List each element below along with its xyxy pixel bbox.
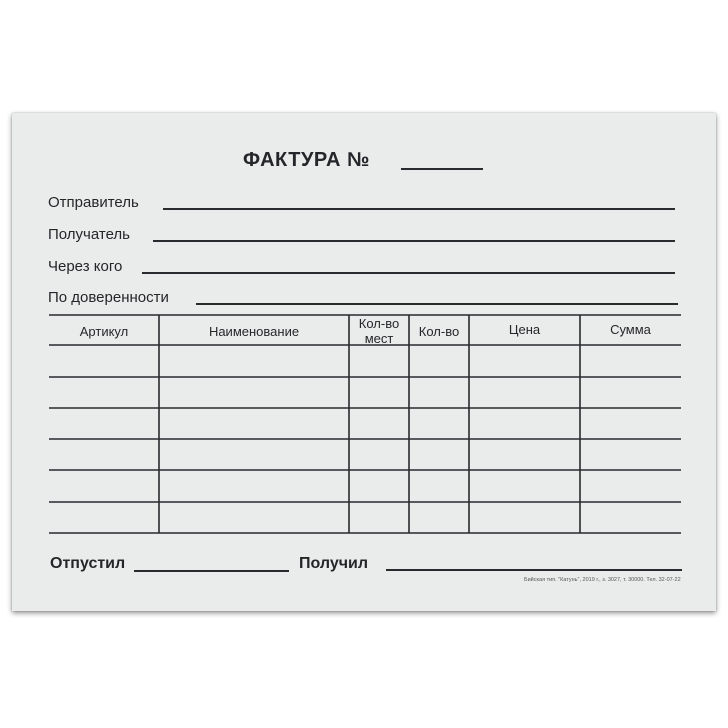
column-header-sum: Сумма — [610, 322, 651, 337]
column-header-qty-places-line2: мест — [364, 331, 394, 346]
sender-label: Отправитель — [48, 194, 139, 211]
printer-imprint: Бийская тип. "Катунь", 2019 г., з. 3027, т. 30000. Тел. 32-07-22 — [524, 577, 681, 583]
column-header-qty: Кол-во — [418, 324, 460, 339]
released-by-line[interactable] — [134, 570, 289, 572]
invoice-form — [12, 113, 716, 611]
received-by-label: Получил — [299, 555, 369, 572]
recipient-label: Получатель — [48, 226, 130, 243]
power-of-attorney-label: По доверенности — [48, 289, 169, 306]
form-title: ФАКТУРА № — [243, 149, 370, 171]
goods-table-grid — [12, 113, 716, 611]
column-header-article: Артикул — [79, 324, 129, 339]
received-by-line[interactable] — [386, 569, 682, 571]
column-header-name: Наименование — [208, 324, 300, 339]
column-header-qty-places-line1: Кол-во — [358, 316, 400, 331]
column-header-price: Цена — [508, 322, 541, 337]
released-by-label: Отпустил — [50, 555, 126, 572]
via-whom-label: Через кого — [48, 258, 123, 275]
